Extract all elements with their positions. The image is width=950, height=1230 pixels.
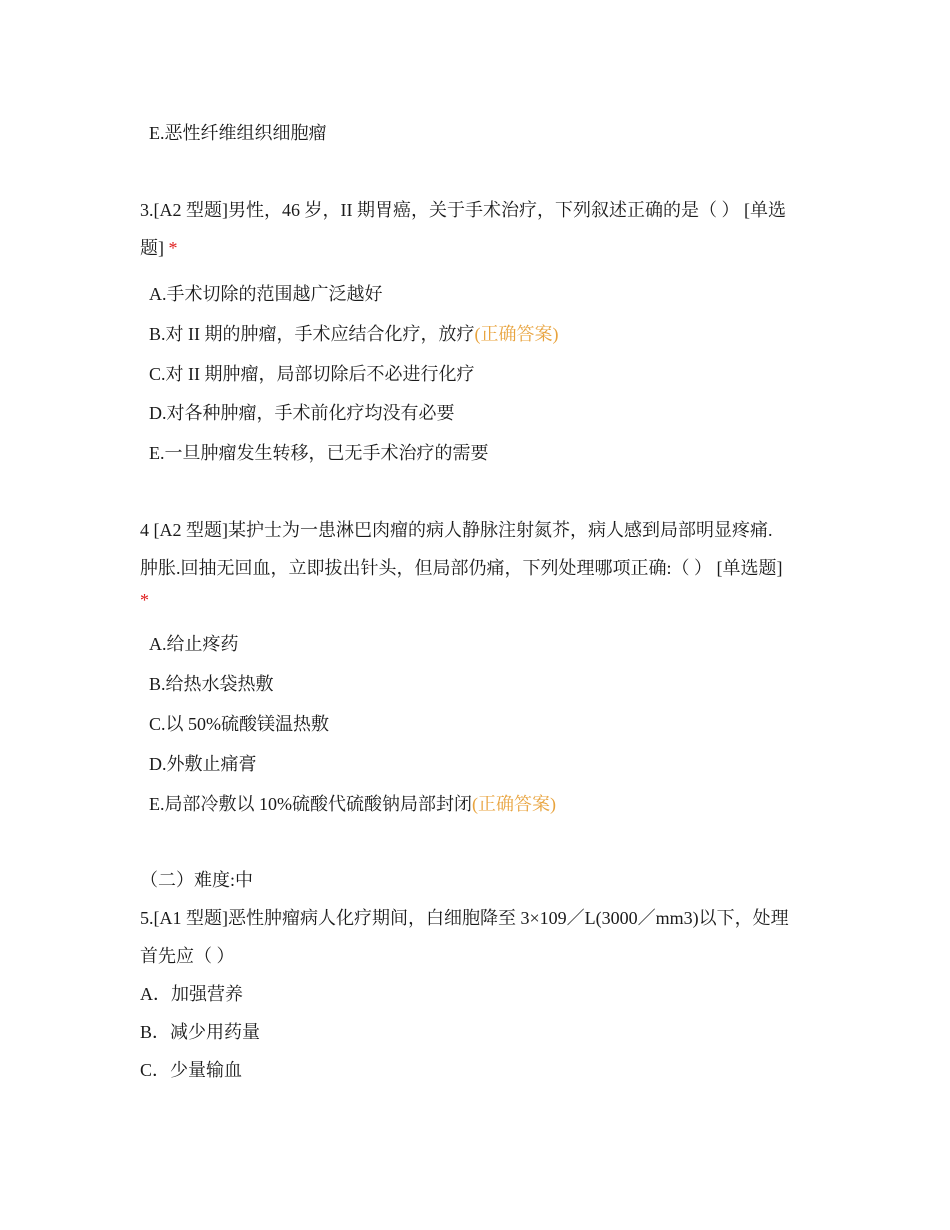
q5-option-b[interactable]: B．减少用药量 [140,1022,261,1042]
q4-stem-line1: 4 [A2 型题]某护士为一患淋巴肉瘤的病人静脉注射氮芥，病人感到局部明显疼痛. [140,520,773,540]
q4-required-mark: * [140,590,149,610]
q3-option-b-text: B.对 II 期的肿瘤，手术应结合化疗，放疗 [149,324,475,344]
q5-option-a[interactable]: A．加强营养 [140,984,243,1004]
q5-option-c[interactable]: C．少量输血 [140,1060,243,1080]
q4-option-e[interactable] [149,792,556,816]
q4-stem-line2: 肿胀.回抽无回血，立即拔出针头，但局部仍痛，下列处理哪项正确:（ ） [单选题] [140,558,783,578]
q4-correct-tag: (正确答案) [472,794,556,814]
q3-stem-line2 [140,236,178,260]
q3-option-e[interactable]: E.一旦肿瘤发生转移，已无手术治疗的需要 [149,443,489,463]
q3-option-d[interactable]: D.对各种肿瘤，手术前化疗均没有必要 [149,403,455,423]
q5-stem-line2: 首先应（ ） [140,946,235,966]
q4-option-b[interactable]: B.给热水袋热敷 [149,674,274,694]
q3-stem-line1: 3.[A2 型题]男性，46 岁，II 期胃癌，关于手术治疗，下列叙述正确的是（ ） [单选 [140,200,786,220]
q3-correct-tag: (正确答案) [474,324,559,344]
q5-stem-line1: 5.[A1 型题]恶性肿瘤病人化疗期间，白细胞降至 3×109／L(3000／mm3)以下，处理 [140,908,789,928]
q3-required-mark: * [168,238,178,258]
q2-option-e[interactable]: E.恶性纤维组织细胞瘤 [149,123,327,143]
q4-option-c[interactable]: C.以 50%硫酸镁温热敷 [149,714,329,734]
q3-stem-text: 题] [140,238,164,258]
q3-option-c[interactable]: C.对 II 期肿瘤，局部切除后不必进行化疗 [149,364,475,384]
q4-option-a[interactable]: A.给止疼药 [149,634,239,654]
q4-option-d[interactable]: D.外敷止痛膏 [149,754,257,774]
q3-option-b[interactable] [149,322,559,346]
section-heading: （二）难度:中 [140,870,254,890]
q4-option-e-text: E.局部冷敷以 10%硫酸代硫酸钠局部封闭 [149,794,472,814]
q3-option-a[interactable]: A.手术切除的范围越广泛越好 [149,284,383,304]
